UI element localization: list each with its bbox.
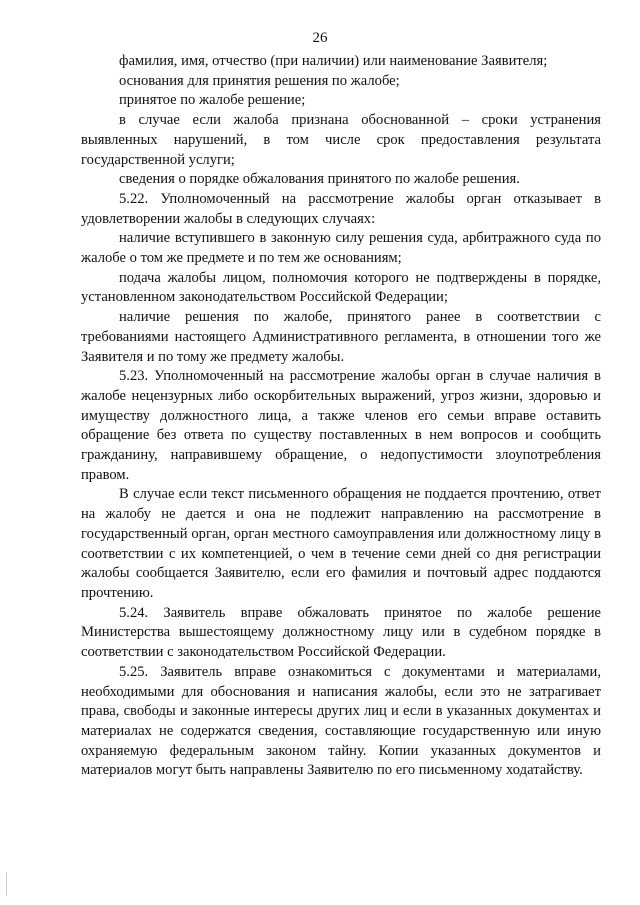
scan-edge-mark xyxy=(6,872,7,896)
document-body xyxy=(81,52,601,781)
page-number: 26 xyxy=(312,30,328,46)
paragraph-5-23: 5.23. Уполномоченный на рассмотрение жалобы орган в случае наличия в жалобе нецензурных либо оскорбительных выражений, угроз жизни, здоровью и имуществу должностного лица, а также членов его семьи вправе оставить обращение без ответа по существу поставленных в нем вопросов и сообщить гражданину, направившему обращение, о недопустимости злоупотребления правом. xyxy=(81,368,601,483)
paragraph: фамилия, имя, отчество (при наличии) или наименование Заявителя; xyxy=(119,53,548,69)
paragraph-5-24: 5.24. Заявитель вправе обжаловать принятое по жалобе решение Министерства вышестоящему должностному лицу или в судебном порядке в соответствии с законодательством Российской Федерации. xyxy=(81,604,601,661)
paragraph: в случае если жалоба признана обоснованной – сроки устранения выявленных нарушений, в том числе срок предоставления результата государственной услуги; xyxy=(81,112,601,168)
paragraph: наличие решения по жалобе, принятого ранее в соответствии с требованиями настоящего Административного регламента, в отношении того же Заявителя и по тому же предмету жалобы. xyxy=(81,309,601,365)
paragraph-5-22: 5.22. Уполномоченный на рассмотрение жалобы орган отказывает в удовлетворении жалобы в следующих случаях: xyxy=(81,190,601,227)
paragraph: подача жалобы лицом, полномочия которого не подтверждены в порядке, установленном законодательством Российской Федерации; xyxy=(81,269,601,306)
paragraph-5-25: 5.25. Заявитель вправе ознакомиться с документами и материалами, необходимыми для обоснования и написания жалобы, если это не затрагивает права, свободы и законные интересы других лиц и если в указанных документах и материалах не содержатся сведения, составляющие государственную или иную охраняемую федеральным законом тайну. Копии указанных документов и материалов могут быть направлены Заявителю по его письменному ходатайству. xyxy=(81,663,601,779)
paragraph: сведения о порядке обжалования принятого по жалобе решения. xyxy=(119,171,520,188)
paragraph: принятое по жалобе решение; xyxy=(119,92,306,109)
paragraph: основания для принятия решения по жалобе; xyxy=(119,72,400,89)
paragraph: наличие вступившего в законную силу решения суда, арбитражного суда по жалобе о том же предмете и по тем же основаниям; xyxy=(81,230,601,267)
paragraph: В случае если текст письменного обращения не поддается прочтению, ответ на жалобу не дается и она не подлежит направлению на рассмотрение в государственный орган, орган местного самоуправления или должностному лицу в соответствии с их компетенцией, о чем в течение семи дней со дня регистрации жалобы сообщается Заявителю, если его фамилия и почтовый адрес поддаются прочтению. xyxy=(81,486,601,601)
